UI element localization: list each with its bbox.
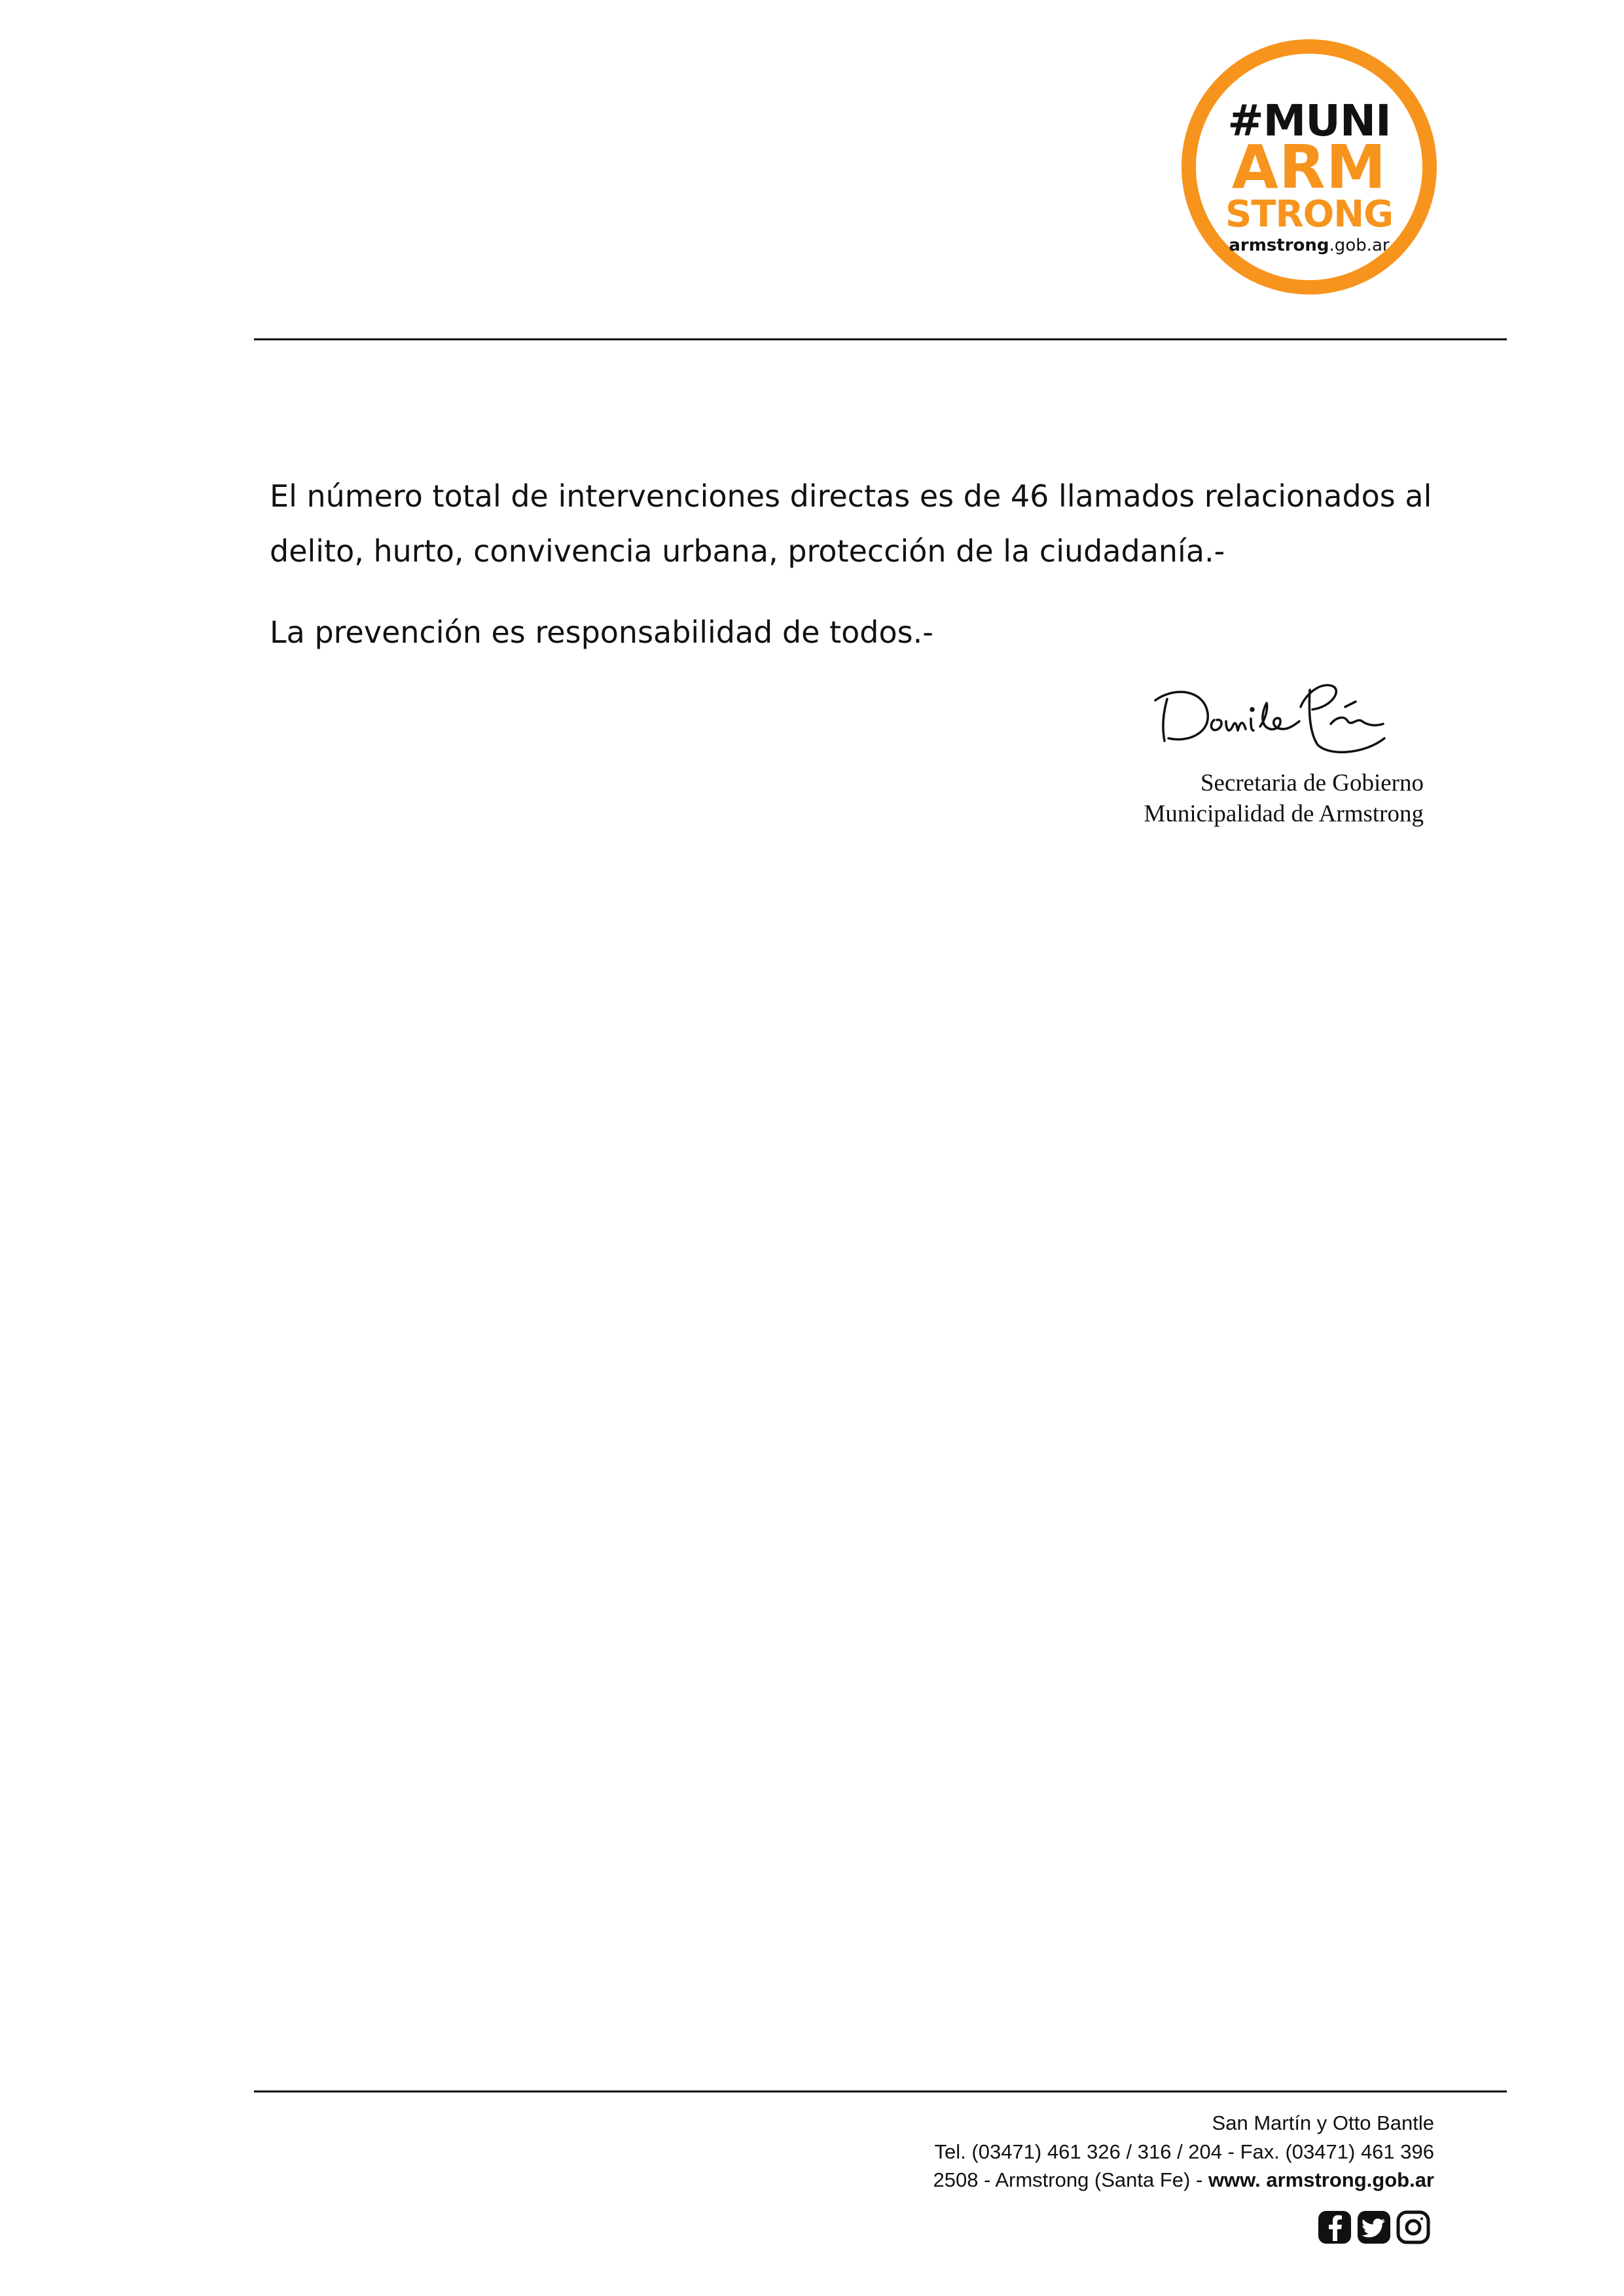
signatory-organization: Municipalidad de Armstrong xyxy=(1144,800,1424,827)
footer-city: 2508 - Armstrong (Santa Fe) - www. armstrong.gob.ar xyxy=(933,2168,1434,2191)
handwritten-signature xyxy=(1149,661,1398,759)
footer-website-link[interactable]: www. armstrong.gob.ar xyxy=(1208,2168,1434,2191)
footer-divider xyxy=(254,2090,1507,2092)
social-icons xyxy=(1317,2210,1431,2245)
municipality-logo xyxy=(1182,39,1437,295)
footer-phones: Tel. (03471) 461 326 / 316 / 204 - Fax. (03471) 461 396 xyxy=(934,2140,1434,2163)
footer-address: San Martín y Otto Bantle xyxy=(1212,2111,1434,2134)
body-paragraph-1: El número total de intervenciones directas es de 46 llamados relacionados al delito, hurto, convivencia urbana, protección de la ciudadanía.- xyxy=(270,478,1432,569)
body-paragraph-2: La prevención es responsabilidad de todos.- xyxy=(270,615,933,650)
facebook-icon[interactable] xyxy=(1317,2210,1352,2245)
instagram-icon[interactable] xyxy=(1396,2210,1431,2245)
logo-arm: ARM xyxy=(1231,132,1387,202)
header-divider xyxy=(254,338,1507,340)
logo-strong: STRONG xyxy=(1225,193,1394,236)
twitter-icon[interactable] xyxy=(1356,2210,1392,2245)
logo-url: armstrong.gob.ar xyxy=(1229,236,1390,255)
signatory-title: Secretaria de Gobierno xyxy=(1200,770,1424,797)
logo-hashtag: #MUNI xyxy=(1227,96,1391,146)
